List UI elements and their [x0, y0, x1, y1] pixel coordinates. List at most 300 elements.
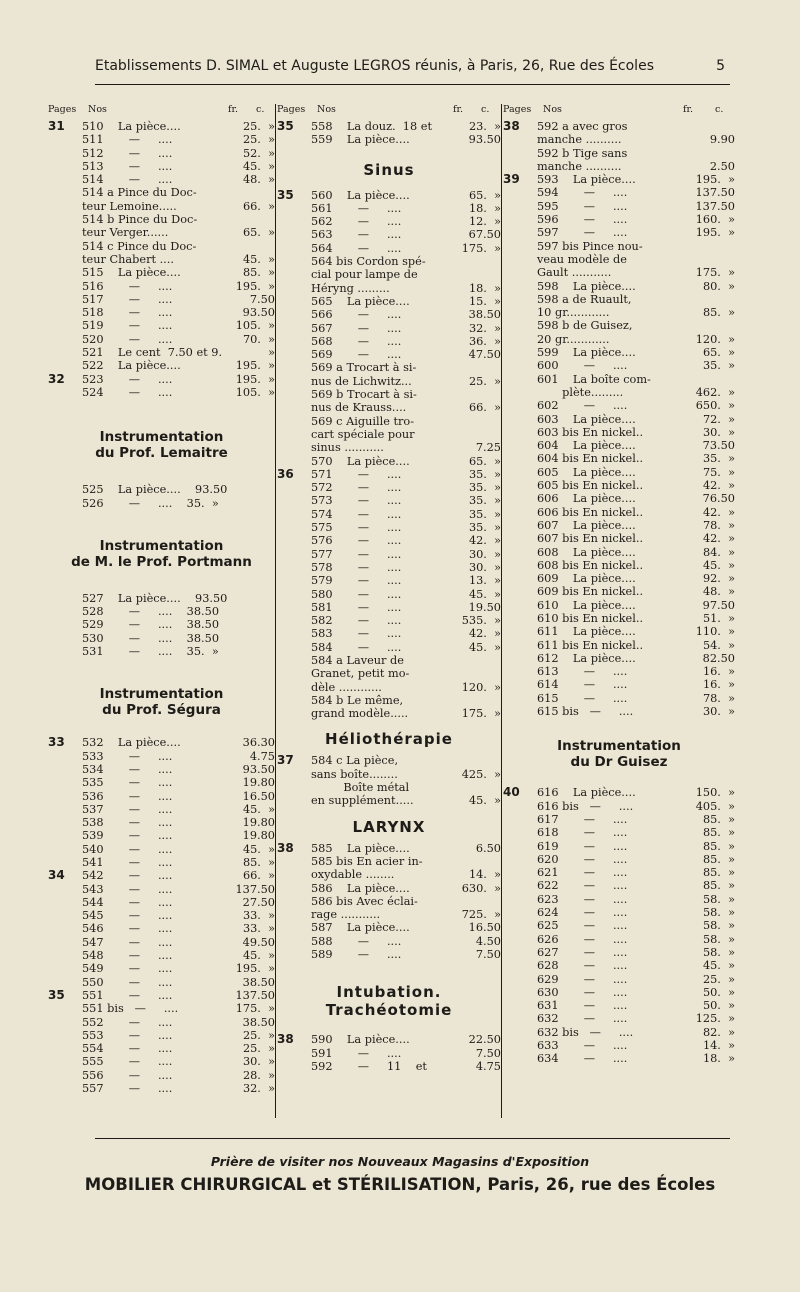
item-description: 576 — .... [311, 534, 402, 548]
price-row [503, 826, 735, 839]
price-row [503, 147, 735, 160]
item-description: 633 — .... [537, 1039, 628, 1052]
item-price: 49.50 [242, 935, 275, 949]
item-description: 617 — .... [537, 812, 628, 826]
item-price: 70. » [242, 332, 275, 346]
item-description: 594 — .... [537, 186, 628, 200]
section-heading: de M. le Prof. Portmann [71, 553, 252, 570]
page-ref: 32 [48, 371, 65, 386]
section-heading: Intubation. [336, 983, 442, 1002]
item-price: 195. » [235, 359, 275, 373]
item-price: 30. » [242, 1055, 275, 1069]
item-price: 85. » [702, 812, 735, 826]
item-price: 27.50 [242, 895, 275, 909]
item-price: 630. » [461, 881, 501, 895]
item-price: 175. » [235, 1002, 275, 1016]
price-row [277, 921, 501, 934]
column-header-fr: fr. [683, 104, 694, 115]
price-row [503, 546, 735, 559]
item-description: 593 La pièce.... [537, 173, 636, 187]
price-row [277, 1033, 501, 1046]
item-price: 175. » [461, 707, 501, 721]
item-description: 513 — .... [82, 159, 173, 173]
item-price: 19.80 [242, 829, 275, 843]
item-price: 35. » [468, 521, 501, 535]
item-description: Granet, petit mo- [311, 667, 410, 681]
price-row [277, 202, 501, 215]
price-row [48, 883, 275, 896]
price-row [503, 893, 735, 906]
column-header-pages: Pages [277, 104, 306, 115]
price-row [277, 375, 501, 388]
item-price: 35. » [702, 452, 735, 466]
price-row [277, 534, 501, 547]
price-row [48, 869, 275, 882]
item-description: 546 — .... [82, 922, 173, 936]
spacer [48, 510, 275, 538]
price-row [48, 632, 275, 645]
item-price: 25. » [468, 374, 501, 388]
price-row [48, 200, 275, 213]
price-row [277, 335, 501, 348]
price-row [48, 1082, 275, 1095]
price-row [48, 226, 275, 239]
price-row [503, 346, 735, 359]
item-price: 42. » [468, 534, 501, 548]
item-price: 66. » [242, 199, 275, 213]
section-heading: Instrumentation [99, 429, 224, 446]
price-row [277, 455, 501, 468]
item-price: 28. » [242, 1068, 275, 1082]
item-description: 616 La pièce.... [537, 786, 636, 800]
item-description: 563 — .... [311, 228, 402, 242]
item-description: 569 a Trocart à si- [311, 361, 417, 375]
price-row [277, 1060, 501, 1073]
item-description: 615 bis — .... [537, 705, 634, 719]
item-description: 568 — .... [311, 334, 402, 348]
price-row [503, 359, 735, 372]
price-row [48, 1002, 275, 1015]
price-row [277, 282, 501, 295]
item-price: 9.90 [709, 133, 735, 147]
item-description: 603 bis En nickel.. [537, 425, 644, 439]
item-description: 556 — .... [82, 1068, 173, 1082]
price-row [503, 705, 735, 718]
price-row [503, 919, 735, 932]
page-ref: 35 [277, 119, 294, 133]
page-ref: 34 [48, 868, 65, 883]
item-price: 65. » [702, 346, 735, 360]
item-price: 137.50 [235, 988, 275, 1002]
price-row [277, 133, 501, 146]
item-description: 521 Le cent 7.50 et 9. [82, 346, 223, 360]
item-description: 591 — .... [311, 1046, 402, 1060]
item-price: 18. » [468, 281, 501, 295]
price-row [277, 855, 501, 868]
item-description: 584 a Laveur de [311, 653, 404, 667]
item-description: 601 La boîte com- [537, 372, 651, 386]
item-price: 137.50 [695, 199, 735, 213]
item-description: 514 a Pince du Doc- [82, 186, 197, 200]
price-row [48, 186, 275, 199]
column-header [503, 104, 735, 120]
item-price: 35. » [468, 467, 501, 481]
item-description: 578 — .... [311, 560, 402, 574]
item-description: 608 bis En nickel.. [537, 558, 644, 572]
price-row [503, 226, 735, 239]
price-row [48, 922, 275, 935]
page-ref: 31 [48, 119, 65, 133]
column-header [277, 104, 501, 120]
item-description: 634 — .... [537, 1052, 628, 1066]
item-description: 555 — .... [82, 1055, 173, 1069]
price-row [277, 781, 501, 794]
price-row [48, 949, 275, 962]
price-row [277, 882, 501, 895]
item-price: 45. » [468, 587, 501, 601]
item-description: 571 — .... [311, 467, 402, 481]
price-row [277, 401, 501, 414]
item-price: 18. » [702, 1052, 735, 1066]
item-description: 539 — .... [82, 829, 173, 843]
item-description: 560 La pièce.... [311, 188, 410, 202]
item-price: 54. » [702, 638, 735, 652]
price-row [503, 599, 735, 612]
item-price: 45. » [468, 794, 501, 808]
section-heading: du Prof. Ségura [102, 702, 221, 719]
price-row [503, 959, 735, 972]
price-row [48, 803, 275, 816]
price-row [48, 936, 275, 949]
price-row [277, 601, 501, 614]
item-price: 35. » [702, 359, 735, 373]
item-price: 45. » [702, 959, 735, 973]
item-price: 65. » [242, 226, 275, 240]
price-row [277, 868, 501, 881]
item-description: 566 — .... [311, 308, 402, 322]
item-description: 554 — .... [82, 1042, 173, 1056]
item-description: 599 La pièce.... [537, 346, 636, 360]
page-ref: 35 [277, 187, 294, 202]
price-row [503, 866, 735, 879]
page-ref: 33 [48, 735, 65, 750]
item-price: 195. » [235, 279, 275, 293]
item-price: 38.50 [242, 975, 275, 989]
item-description: 540 — .... [82, 842, 173, 856]
item-description: 575 — .... [311, 521, 402, 535]
price-row [503, 293, 735, 306]
price-row [503, 133, 735, 146]
item-price: 4.75 [475, 1059, 501, 1073]
price-row [503, 426, 735, 439]
item-description: 570 La pièce.... [311, 454, 410, 468]
item-price: 72. » [702, 412, 735, 426]
item-price: 66. » [242, 869, 275, 883]
price-row [48, 645, 275, 658]
item-price: 175. » [695, 266, 735, 280]
item-description: 619 — .... [537, 839, 628, 853]
item-price: 7.50 [475, 1046, 501, 1060]
page-ref: 40 [503, 785, 520, 800]
item-description: 536 — .... [82, 789, 173, 803]
item-price: 19.80 [242, 776, 275, 790]
price-row [503, 200, 735, 213]
price-row [503, 160, 735, 173]
item-description: 592 a avec gros [537, 120, 628, 133]
price-row [503, 986, 735, 999]
item-description: 621 — .... [537, 866, 628, 880]
item-price: 36. » [468, 334, 501, 348]
price-row [48, 120, 275, 133]
price-row [277, 348, 501, 361]
price-row [48, 359, 275, 372]
price-row [503, 559, 735, 572]
item-description: 525 La pièce.... 93.50 [82, 483, 228, 497]
price-row [277, 255, 501, 268]
item-description: 580 — .... [311, 587, 402, 601]
price-row [503, 253, 735, 266]
item-price: 6.50 [475, 841, 501, 855]
item-description: 553 — .... [82, 1028, 173, 1042]
item-description: 615 — .... [537, 691, 628, 705]
price-row [503, 1052, 735, 1065]
item-price: 84. » [702, 545, 735, 559]
item-price: 25. » [242, 1042, 275, 1056]
price-row [277, 908, 501, 921]
item-description: 604 La pièce.... [537, 439, 636, 453]
item-price: 65. » [468, 188, 501, 202]
item-price: 137.50 [695, 186, 735, 200]
price-row [503, 492, 735, 505]
price-row [48, 843, 275, 856]
price-row [503, 786, 735, 799]
spacer [277, 808, 501, 818]
price-row [277, 627, 501, 640]
item-description: 520 — .... [82, 332, 173, 346]
item-description: 618 — .... [537, 826, 628, 840]
item-price: 7.50 [249, 292, 275, 306]
price-row [503, 466, 735, 479]
page-ref: 38 [277, 840, 294, 855]
price-row [277, 574, 501, 587]
item-description: 514 b Pince du Doc- [82, 213, 198, 227]
price-row [277, 654, 501, 667]
section-heading: du Prof. Lemaitre [95, 445, 228, 462]
item-price: 16.50 [242, 789, 275, 803]
item-price: 85. » [242, 855, 275, 869]
price-row [48, 240, 275, 253]
price-row [503, 853, 735, 866]
price-row [277, 242, 501, 255]
price-row [48, 856, 275, 869]
price-row [48, 989, 275, 1002]
item-description: 20 gr............ [537, 332, 610, 346]
item-description: 511 — .... [82, 133, 173, 147]
section-heading: Sinus [363, 160, 415, 179]
price-row [277, 754, 501, 767]
price-row [277, 295, 501, 308]
price-row [48, 1055, 275, 1068]
item-price: 50. » [702, 999, 735, 1013]
spacer [48, 718, 275, 736]
item-price: 45. » [242, 802, 275, 816]
price-row [503, 933, 735, 946]
price-row [277, 707, 501, 720]
item-price: 120. » [695, 332, 735, 346]
item-description: 620 — .... [537, 852, 628, 866]
column-header-c: c. [481, 104, 490, 115]
price-row [277, 388, 501, 401]
price-row [48, 253, 275, 266]
item-price: 50. » [702, 985, 735, 999]
price-row [503, 413, 735, 426]
item-description: en supplément..... [311, 794, 414, 808]
item-description: oxydable ........ [311, 868, 395, 882]
item-price: 175. » [461, 241, 501, 255]
item-price: 125. » [695, 1012, 735, 1026]
item-description: dèle ............ [311, 680, 382, 694]
item-price: 42. » [702, 505, 735, 519]
item-price: 16.50 [468, 921, 501, 935]
item-description: 595 — .... [537, 199, 628, 213]
price-row [503, 1039, 735, 1052]
item-description: 584 b Le même, [311, 693, 404, 707]
item-price: 45. » [242, 949, 275, 963]
item-description: 581 — .... [311, 600, 402, 614]
column-header [48, 104, 275, 120]
price-row [503, 173, 735, 186]
price-row [48, 266, 275, 279]
price-row [503, 519, 735, 532]
item-price: 78. » [702, 518, 735, 532]
item-description: 526 — .... 35. » [82, 496, 219, 510]
price-row [277, 935, 501, 948]
spacer [48, 570, 275, 592]
item-price: 66. » [468, 401, 501, 415]
item-description: 609 bis En nickel.. [537, 585, 644, 599]
item-description: 584 c La pièce, [311, 754, 399, 768]
item-description: 567 — .... [311, 321, 402, 335]
item-description: 514 c Pince du Doc- [82, 239, 197, 253]
item-description: veau modèle de [537, 252, 627, 266]
item-description: 550 — .... [82, 975, 173, 989]
item-price: 650. » [695, 399, 735, 413]
price-row [503, 946, 735, 959]
item-price: 30. » [702, 705, 735, 719]
price-row [503, 439, 735, 452]
price-row [503, 800, 735, 813]
column-header-c: c. [715, 104, 724, 115]
price-row [277, 794, 501, 807]
price-row [503, 973, 735, 986]
item-price: 120. » [461, 680, 501, 694]
item-price: 25. » [242, 1028, 275, 1042]
item-price: 16. » [702, 678, 735, 692]
item-price: 48. » [242, 173, 275, 187]
spacer [277, 147, 501, 161]
item-price: 7.50 [475, 948, 501, 962]
item-description: teur Lemoine..... [82, 199, 177, 213]
footer-invitation: Prière de visiter nos Nouveaux Magasins d'Exposition [210, 1154, 590, 1169]
item-description: 598 a de Ruault, [537, 292, 632, 306]
item-description: 625 — .... [537, 919, 628, 933]
item-price: 42. » [468, 627, 501, 641]
item-description: 515 La pièce.... [82, 266, 181, 280]
item-price: 33. » [242, 909, 275, 923]
item-description: 577 — .... [311, 547, 402, 561]
item-price: 32. » [468, 321, 501, 335]
item-description: cial pour lampe de [311, 268, 418, 282]
item-description: 549 — .... [82, 962, 173, 976]
item-price: 82.50 [702, 651, 735, 665]
spacer [48, 461, 275, 483]
price-row [503, 319, 735, 332]
price-row [503, 452, 735, 465]
price-row [48, 592, 275, 605]
price-row [48, 896, 275, 909]
item-price: 35. » [468, 507, 501, 521]
item-description: 538 — .... [82, 816, 173, 830]
price-row [503, 906, 735, 919]
price-row [503, 612, 735, 625]
item-description: 530 — .... 38.50 [82, 631, 220, 645]
spacer [277, 720, 501, 730]
item-description: sans boîte........ [311, 767, 398, 781]
item-price: 93.50 [242, 306, 275, 320]
spacer [48, 399, 275, 429]
item-description: 564 — .... [311, 241, 402, 255]
page-ref: 35 [48, 987, 65, 1002]
item-description: 579 — .... [311, 574, 402, 588]
item-price: 30. » [702, 425, 735, 439]
price-row [277, 322, 501, 335]
item-price: 85. » [702, 852, 735, 866]
item-price: 73.50 [702, 439, 735, 453]
item-description: Boîte métal [311, 781, 410, 795]
price-row [503, 333, 735, 346]
item-description: plète......... [537, 385, 624, 399]
item-description: 529 — .... 38.50 [82, 618, 220, 632]
item-description: 514 — .... [82, 173, 173, 187]
price-row [277, 228, 501, 241]
item-description: 632 — .... [537, 1012, 628, 1026]
item-price: 405. » [695, 799, 735, 813]
price-row [48, 909, 275, 922]
item-price: 42. » [702, 479, 735, 493]
price-row [277, 215, 501, 228]
item-description: 614 — .... [537, 678, 628, 692]
price-row [48, 1069, 275, 1082]
price-row [277, 548, 501, 561]
item-price: 82. » [702, 1025, 735, 1039]
price-column-3 [503, 104, 735, 1066]
item-price: 30. » [468, 547, 501, 561]
item-price: 2.50 [709, 159, 735, 173]
item-price: 137.50 [235, 882, 275, 896]
item-description: 552 — .... [82, 1015, 173, 1029]
price-row [48, 1042, 275, 1055]
section-heading: LARYNX [352, 817, 426, 836]
column-header-nos: Nos [317, 104, 336, 115]
page-ref: 39 [503, 172, 520, 187]
item-price: 14. » [468, 868, 501, 882]
item-description: 569 — .... [311, 348, 402, 362]
spacer [277, 961, 501, 983]
item-description: 543 — .... [82, 882, 173, 896]
item-price: 195. » [695, 173, 735, 187]
item-description: 628 — .... [537, 959, 628, 973]
item-price: 52. » [242, 146, 275, 160]
